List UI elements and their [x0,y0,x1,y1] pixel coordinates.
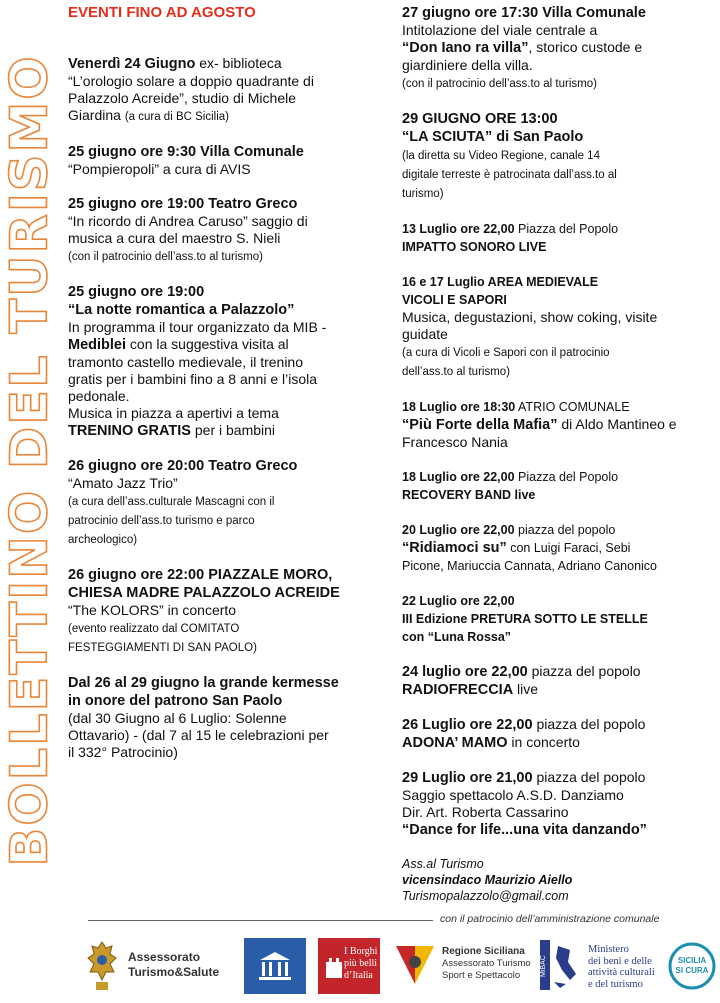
event-line [68,354,368,371]
event-item [402,592,702,646]
event-line [402,539,702,557]
right-column [402,4,702,904]
signature-name: vicensindaco Maurizio Aiello [402,873,573,887]
event-text: il 332° Patrocinio) [68,744,178,760]
event-line [402,165,702,184]
event-item [68,566,368,657]
event-item [68,55,368,126]
event-line [402,184,702,203]
right-events-list [402,4,702,839]
event-text: Dal 26 al 29 giugno la grande kermesse [68,675,339,691]
event-line [68,90,368,107]
event-text: FESTEGGIAMENTI DI SAN PAOLO) [68,642,257,654]
event-text: III Edizione PRETURA SOTTO LE STELLE [402,612,648,626]
event-text: per i bambini [190,422,276,438]
event-text: “L’orologio solare a doppio quadrante di [68,73,314,89]
event-text: CHIESA MADRE PALAZZOLO ACREIDE [68,585,340,601]
event-line [68,602,368,619]
event-text: Venerdì 24 Giugno [68,56,196,72]
event-line [68,727,368,744]
unesco-icon [244,938,306,994]
sicilia-si-cura-logo: SICILIA SI CURA [667,938,717,994]
event-text: “Pompieropoli” a cura di AVIS [68,161,251,177]
event-text: ATRIO COMUNALE [515,400,630,414]
event-line [402,434,702,451]
event-item [402,110,702,203]
event-line [402,291,702,309]
event-line [68,107,368,126]
event-text: digitale terreste è patrocinata dall’ass.to al [402,169,617,181]
event-line [68,388,368,405]
side-title-text: BOLLETTINO DEL TURISMO [0,53,60,867]
event-text: 27 giugno ore 17:30 Villa Comunale [402,5,646,21]
event-line [402,716,702,734]
event-line [402,486,702,504]
event-text: Piazza del Popolo [514,222,619,236]
event-line [402,734,702,752]
event-line [402,416,702,434]
event-text: 16 e 17 Luglio AREA MEDIEVALE [402,275,599,289]
event-text: dell’ass.to al turismo) [402,366,511,378]
event-text: Piazza del Popolo [514,470,619,484]
event-line [402,220,702,238]
signature-email: Turismopalazzolo@gmail.com [402,889,569,903]
signature [402,856,702,904]
event-text: (a cura di Vicoli e Sapori con il patrocinio [402,347,610,359]
event-line [402,557,702,575]
event-line [402,343,702,362]
event-line [402,398,702,416]
event-line [402,74,702,93]
event-text: piazza del popolo [514,523,616,537]
event-line [402,628,702,646]
event-text: archeologico) [68,534,138,546]
event-text: IMPATTO SONORO LIVE [402,240,547,254]
mibac-tag: MiBAC [540,955,547,977]
event-text: giardiniere della villa. [402,57,533,73]
event-text: patrocinio dell’ass.to turismo e parco [68,515,255,527]
event-text: 26 Luglio ore 22,00 [402,717,533,733]
event-line [68,283,368,301]
event-line [68,584,368,602]
event-text: Mediblei [68,337,127,353]
event-text: 13 Luglio ore 22,00 [402,222,515,236]
event-line [402,610,702,628]
event-line [68,143,368,161]
event-text: (la diretta su Video Regione, canale 14 [402,150,600,162]
event-text: 26 giugno ore 20:00 Teatro Greco [68,458,298,474]
event-line [402,39,702,57]
event-line [68,492,368,511]
event-text: tramonto castello medievale, il trenino [68,354,304,370]
event-line [68,161,368,178]
event-text: 29 GIUGNO ORE 13:00 [402,111,558,127]
event-text: Ottavario) - (dal 7 al 15 le celebrazioni per [68,727,329,743]
event-line [68,475,368,492]
event-item [402,716,702,752]
event-item [402,468,702,504]
event-line [68,566,368,584]
borghi-logo: I Borghi più belli d’Italia [318,938,380,994]
event-line [402,787,702,804]
event-text: con Luigi Faraci, Sebi [506,541,631,555]
event-line [68,301,368,319]
event-line [402,326,702,343]
event-text: turismo) [402,188,444,200]
event-text: 24 luglio ore 22,00 [402,664,528,680]
event-text: “Dance for life...una vita danzando” [402,822,647,838]
left-column [68,0,368,778]
event-item [402,398,702,451]
event-line [402,468,702,486]
event-line [402,128,702,146]
event-line [68,405,368,422]
palazzolo-crest-icon [82,938,122,994]
event-item [68,674,368,761]
event-text: Francesco Nania [402,434,508,450]
event-item [402,273,702,381]
event-line [402,821,702,839]
event-text: “Più Forte della Mafia” [402,417,558,433]
event-item [402,220,702,256]
side-title [0,53,60,867]
event-line [68,230,368,247]
event-item [402,769,702,839]
event-text: “Ridiamoci su” [402,540,507,556]
event-line [402,146,702,165]
event-line [68,213,368,230]
event-text: “Don Iano ra villa” [402,40,529,56]
event-text: 25 giugno ore 19:00 Teatro Greco [68,196,298,212]
event-item [402,4,702,93]
event-text: guidate [402,326,448,342]
assessorato-label: Assessorato Turismo&Salute [128,950,220,979]
event-text: pedonale. [68,388,130,404]
event-text: piazza del popolo [527,663,641,679]
event-text: , storico custode e [528,39,643,55]
event-text: Intitolazione del viale centrale a [402,22,598,38]
event-line [68,195,368,213]
event-item [68,143,368,178]
event-line [402,238,702,256]
event-text: Picone, Mariuccia Cannata, Adriano Canonico [402,559,658,573]
event-text: 25 giugno ore 19:00 [68,284,205,300]
regione-siciliana-logo: Regione Siciliana Assessorato Turismo Sport e Spettacolo [390,938,540,994]
event-text: (con il patrocinio dell’ass.to al turismo) [68,251,263,263]
event-line [68,55,368,73]
event-line [402,110,702,128]
event-text: con la suggestiva visita al [126,336,289,352]
event-text: di Aldo Mantineo e [557,416,677,432]
event-text: (a cura di BC Sicilia) [124,111,229,123]
event-text: Musica, degustazioni, show coking, visite [402,309,658,325]
event-text: in onore del patrono San Paolo [68,693,283,709]
event-item [402,663,702,699]
event-line [68,674,368,692]
event-line [68,638,368,657]
event-text: “La notte romantica a Palazzolo” [68,302,295,318]
event-text: 29 Luglio ore 21,00 [402,770,533,786]
event-text: Giardina [68,107,125,123]
event-text: 25 giugno ore 9:30 Villa Comunale [68,144,304,160]
event-text: “Amato Jazz Trio” [68,475,178,491]
event-line [68,692,368,710]
event-line [68,619,368,638]
sponsor-logos [0,938,720,998]
event-text: Saggio spettacolo A.S.D. Danziamo [402,787,624,803]
event-item [402,521,702,575]
event-text: “LA SCIUTA” di San Paolo [402,129,584,145]
event-line [68,336,368,354]
event-line [402,4,702,22]
event-text: (a cura dell’ass.culturale Mascagni con il [68,496,275,508]
event-line [402,22,702,39]
event-line [68,371,368,388]
event-text: (evento realizzato dal COMITATO [68,623,240,635]
event-text: piazza del popolo [532,716,646,732]
event-line [68,530,368,549]
event-line [402,681,702,699]
event-text: 20 Luglio ore 22,00 [402,523,515,537]
event-text: In programma il tour organizzato da MIB - [68,319,327,335]
event-item [68,195,368,266]
page-heading: EVENTI FINO AD AGOSTO [68,4,256,21]
event-line [402,804,702,821]
event-text: VICOLI E SAPORI [402,293,507,307]
event-text: live [513,681,539,697]
event-text: 22 Luglio ore 22,00 [402,594,515,608]
event-line [68,457,368,475]
event-text: ADONA’ MAMO [402,735,508,751]
event-text: in concerto [507,734,580,750]
event-text: RADIOFRECCIA [402,682,514,698]
event-item [68,457,368,549]
event-text: 26 giugno ore 22:00 PIAZZALE MORO, [68,567,333,583]
event-line [402,57,702,74]
event-text: “In ricordo di Andrea Caruso” saggio di [68,213,308,229]
event-line [402,362,702,381]
event-text: 18 Luglio ore 22,00 [402,470,515,484]
footer-divider [88,920,433,921]
event-line [402,769,702,787]
event-text: piazza del popolo [532,769,646,785]
event-line [402,592,702,610]
event-line [68,511,368,530]
left-events-list [68,55,368,761]
event-item [68,283,368,440]
event-text: Palazzolo Acreide”, studio di Michele [68,90,297,106]
event-text: (dal 30 Giugno al 6 Luglio: Solenne [68,710,287,726]
event-line [402,309,702,326]
event-line [68,744,368,761]
event-line [68,247,368,266]
footer-note: con il patrocinio dell’amministrazione comunale [440,913,660,925]
trinacria-icon [392,942,438,988]
event-text: Musica in piazza a apertivi a tema [68,405,279,421]
event-line [68,319,368,336]
event-text: (con il patrocinio dell’ass.to al turismo) [402,78,597,90]
event-line [402,521,702,539]
event-text: gratis per i bambini fino a 8 anni e l’isola [68,371,318,387]
event-line [68,710,368,727]
event-text: RECOVERY BAND live [402,488,536,502]
signature-role: Ass.al Turismo [402,857,484,871]
event-text: “The KOLORS” in concerto [68,602,237,618]
event-text: musica a cura del maestro S. Nieli [68,230,281,246]
event-text: ex- biblioteca [195,55,282,71]
castle-icon [324,954,344,978]
event-text: 18 Luglio ore 18:30 [402,400,516,414]
event-line [68,73,368,90]
event-line [68,422,368,440]
event-line [402,663,702,681]
event-text: con “Luna Rossa” [402,630,512,644]
event-line [402,273,702,291]
mibac-logo: MiBAC Ministero dei beni e delle attività culturali e del turismo [540,938,668,994]
event-text: Dir. Art. Roberta Cassarino [402,804,569,820]
event-text: TRENINO GRATIS [68,423,191,439]
